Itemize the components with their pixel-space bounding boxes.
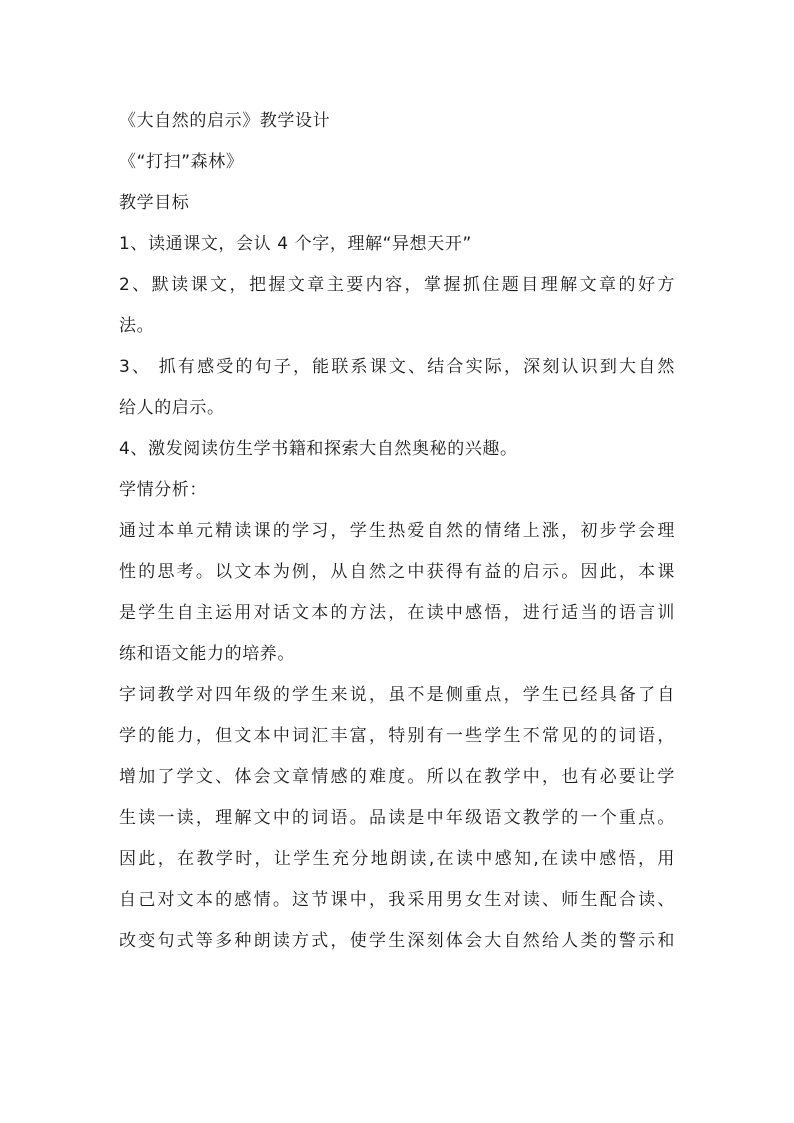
paragraph-line: 性的思考。以文本为例，从自然之中获得有益的启示。因此，本课 — [119, 562, 675, 582]
paragraph-line: 通过本单元精读课的学习，学生热爱自然的情绪上涨，初步学会理 — [119, 521, 675, 541]
paragraph-line: 自己对文本的感情。这节课中，我采用男女生对读、师生配合读、 — [119, 890, 675, 910]
paragraph-line: 生读一读，理解文中的词语。品读是中年级语文教学的一个重点。 — [119, 808, 675, 828]
paragraph-line: 字词教学对四年级的学生来说，虽不是侧重点，学生已经具备了自 — [119, 685, 675, 705]
document-title: 《大自然的启示》教学设计 — [119, 111, 331, 131]
paragraph-line: 练和语文能力的培养。 — [119, 644, 295, 664]
paragraph-line: 是学生自主运用对话文本的方法，在读中感悟，进行适当的语言训 — [119, 603, 675, 623]
analysis-heading: 学情分析： — [119, 480, 207, 500]
paragraph-line: 因此，在教学时，让学生充分地朗读,在读中感知,在读中感悟，用 — [119, 849, 675, 869]
paragraph-line: 改变句式等多种朗读方式，使学生深刻体会大自然给人类的警示和 — [119, 931, 675, 951]
goal-item-2: 2、默读课文，把握文章主要内容，掌握抓住题目理解文章的好方 — [119, 275, 675, 295]
paragraph-line: 学的能力，但文本中词汇丰富，特别有一些学生不常见的的词语， — [119, 726, 675, 746]
goal-item-4: 4、激发阅读仿生学书籍和探索大自然奥秘的兴趣。 — [119, 439, 518, 459]
goal-item-1: 1、读通课文，会认 4 个字，理解“异想天开” — [119, 234, 472, 254]
paragraph-line: 增加了学文、体会文章情感的难度。所以在教学中，也有必要让学 — [119, 767, 675, 787]
goal-item-2-continued: 法。 — [119, 316, 155, 336]
document-body — [119, 101, 675, 962]
goal-item-3-continued: 给人的启示。 — [119, 398, 225, 418]
document-subtitle: 《“打扫”森林》 — [119, 152, 244, 172]
goal-item-3: 3、 抓有感受的句子，能联系课文、结合实际，深刻认识到大自然 — [119, 357, 675, 377]
goals-heading: 教学目标 — [119, 193, 190, 213]
